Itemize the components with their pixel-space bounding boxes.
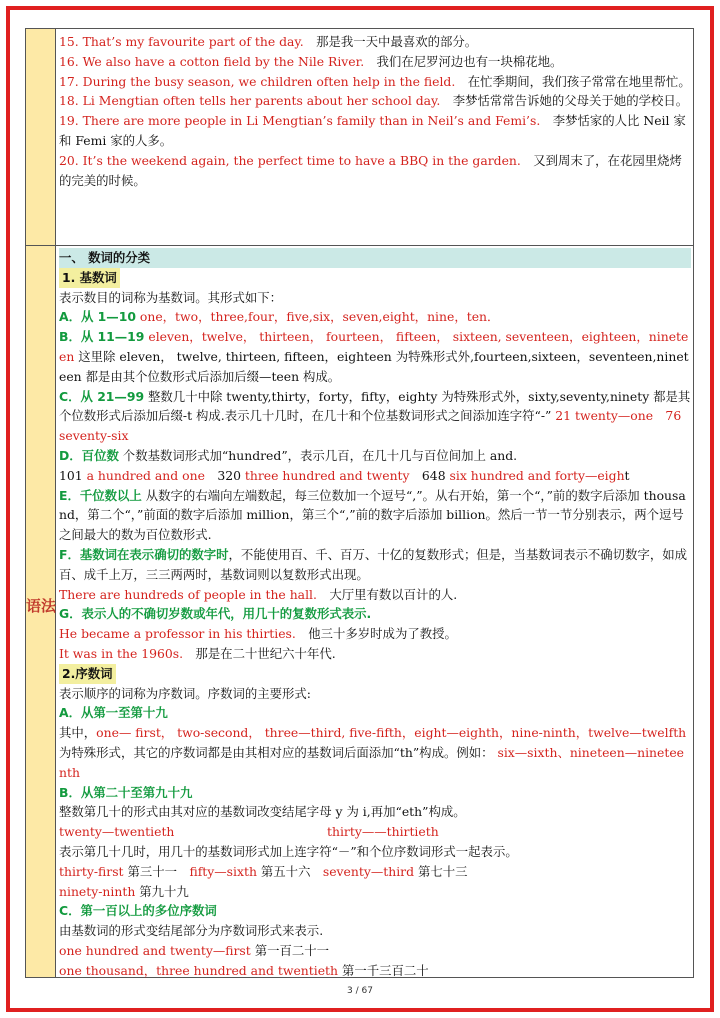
- ordinal-b-examples: twenty—twentieth thirty——thirtieth: [59, 824, 439, 840]
- side-column: [26, 29, 56, 977]
- sentence-20: 20. It’s the weekend again, the perfect time to have a BBQ in the garden. 又到周末了，在花园里烧烤的完美的时候。: [59, 152, 682, 188]
- row-divider: [26, 245, 693, 246]
- cardinal-b: B．从 11—19 eleven，twelve， thirteen， fourteen， fifteen， sixteen, seventeen，eighteen，nineteen 这里除 eleven， twelve, thirteen, fifteen，eighteen 为特殊形式外,fourteen,sixteen，seventeen,nineteen 都是由其个位数形式后添加后缀—teen 构成。: [59, 329, 689, 384]
- cardinal-d-examples: 101 a hundred and one 320 three hundred and twenty 648 six hundred and forty—eight: [59, 467, 630, 483]
- cardinal-heading: 1. 基数词: [59, 268, 120, 288]
- content-table: [25, 28, 694, 978]
- ordinal-c-example-1: one hundred and twenty—first 第一百二十一: [59, 942, 330, 958]
- ordinal-a: 其中，one— first， two-second， three—third, five-fifth，eight—eighth，nine-ninth，twelve—twelfth 为特殊形式，其它的序数词都是由其相对应的基数词后面添加“th”构成。例如： six—sixth、nineteen—nineteenth: [59, 725, 687, 780]
- sentence-15: 15. That’s my favourite part of the day. 那是我一天中最喜欢的部分。: [59, 34, 478, 49]
- ordinal-c-example-2: one thousand，three hundred and twentieth 第一千三百二十: [59, 962, 429, 978]
- side-label-grammar: 语法: [26, 597, 57, 615]
- cardinal-g-example-2: It was in the 1960s. 那是在二十世纪六十年代.: [59, 645, 336, 661]
- section-title: 一、 数词的分类: [59, 248, 691, 268]
- ordinal-intro: 表示顺序的词称为序数词。序数词的主要形式:: [59, 685, 311, 701]
- ordinal-b-2: 表示第几十几时，用几十的基数词形式加上连字符“－”和个位序数词形式一起表示。: [59, 843, 518, 859]
- ordinal-b-examples-2: thirty-first 第三十一 fifty—sixth 第五十六 seventy—third 第七十三: [59, 863, 468, 879]
- ordinal-c-head: C．第一百以上的多位序数词: [59, 903, 217, 919]
- cardinal-g-example-1: He became a professor in his thirties. 他三十多岁时成为了教授。: [59, 626, 457, 642]
- ordinal-b-examples-3: ninety-ninth 第九十九: [59, 883, 189, 899]
- sentence-19: 19. There are more people in Li Mengtian’s family than in Neil’s and Femi’s. 李梦恬家的人比 Neil 家和 Femi 家的人多。: [59, 113, 686, 148]
- cardinal-d: D．百位数 个数基数词形式加“hundred”，表示几百，在几十几与百位间加上 and.: [59, 447, 518, 463]
- ordinal-c: 由基数词的形式变结尾部分为序数词形式来表示.: [59, 923, 324, 939]
- sentence-list: [59, 32, 691, 190]
- cardinal-c: C．从 21—99 整数几十中除 twenty,thirty，forty，fifty，eighty 为特殊形式外，sixty,seventy,ninety 都是其个位数形式后添加后缀-t 构成.表示几十几时，在几十和个位基数词形式之间添加连字符“-” 21 twenty—one 76 seventy-six: [59, 388, 691, 444]
- ordinal-heading: 2.序数词: [59, 664, 116, 684]
- ordinal-b: 整数第几十的形式由其对应的基数词改变结尾字母 y 为 i,再加“eth”构成。: [59, 804, 466, 820]
- cardinal-f-example: There are hundreds of people in the hall. 大厅里有数以百计的人.: [59, 586, 458, 602]
- cardinal-e: E．千位数以上 从数字的右端向左端数起，每三位数加一个逗号“,”。从右开始，第一个“，”前的数字后添加 thousand，第二个“，”前面的数字后添加 million，第三个“,”前的数字后添加 billion。然后一节一节分别表示，两个逗号之间最大的数为百位数形式.: [59, 487, 686, 543]
- sentence-16: 16. We also have a cotton field by the Nile River. 我们在尼罗河边也有一块棉花地。: [59, 53, 563, 69]
- cardinal-intro: 表示数目的词称为基数词。其形式如下：: [59, 289, 283, 305]
- sentence-18: 18. Li Mengtian often tells her parents about her school day. 李梦恬常常告诉她的父母关于她的学校日。: [59, 93, 689, 109]
- ordinal-b-head: B．从第二十至第九十九: [59, 784, 193, 800]
- cardinal-g: G．表示人的不确切岁数或年代，用几十的复数形式表示.: [59, 606, 372, 622]
- cardinal-a: A．从 1—10 one，two，three,four，five,six，seven,eight，nine，ten．: [59, 309, 500, 325]
- sentence-17: 17. During the busy season, we children often help in the field. 在忙季期间，我们孩子常常在地里帮忙。: [59, 73, 691, 89]
- page-number: 3 / 67: [347, 986, 373, 996]
- cardinal-f: F．基数词在表示确切的数字时，不能使用百、千、百万、十亿的复数形式；但是，当基数词表示不确切数字，如成百、成千上万，三三两两时，基数词则以复数形式出现。: [59, 546, 687, 582]
- ordinal-a-head: A．从第一至第十九: [59, 705, 168, 721]
- grammar-section: [59, 248, 691, 980]
